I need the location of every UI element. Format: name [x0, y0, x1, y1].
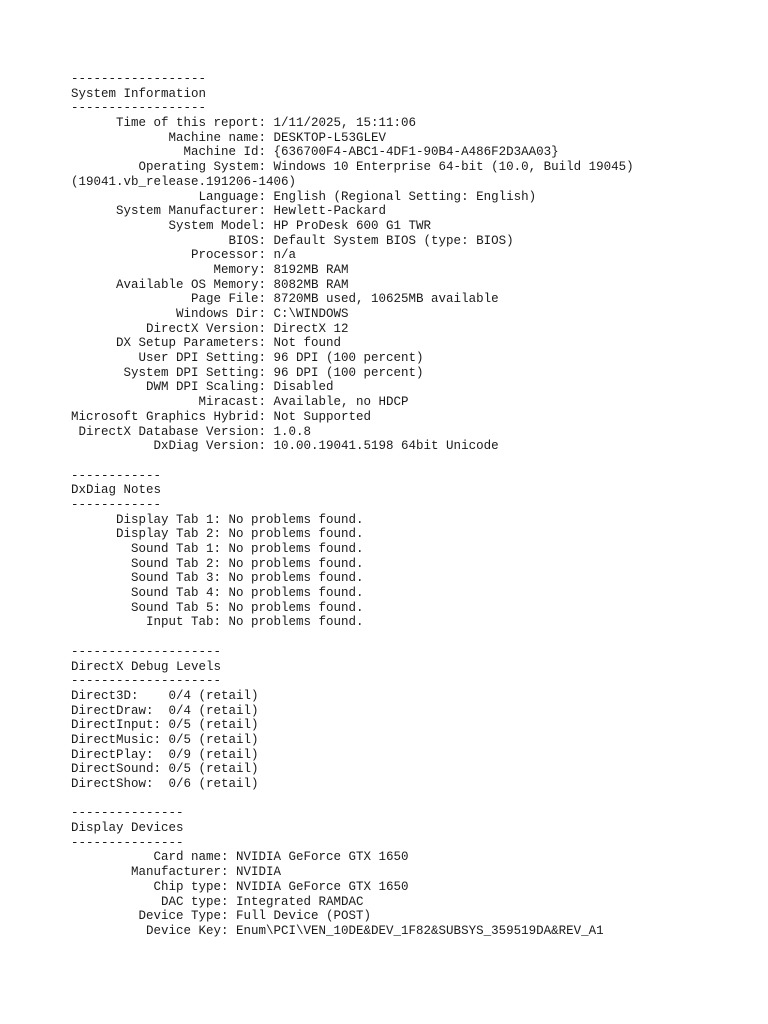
report-line: DirectDraw: 0/4 (retail) [71, 703, 259, 718]
report-line: Sound Tab 4: No problems found. [71, 586, 364, 601]
report-line: Machine name: DESKTOP-L53GLEV [71, 130, 387, 145]
report-line: Direct3D: 0/4 (retail) [71, 688, 259, 703]
report-line: System DPI Setting: 96 DPI (100 percent) [71, 365, 424, 380]
report-line: Input Tab: No problems found. [71, 615, 364, 630]
report-line: Processor: n/a [71, 248, 297, 263]
report-line: DirectX Version: DirectX 12 [71, 321, 349, 336]
report-line: Time of this report: 1/11/2025, 15:11:06 [71, 116, 417, 131]
section-heading: Display Devices [71, 821, 184, 836]
report-line: DirectInput: 0/5 (retail) [71, 718, 259, 733]
report-line: DirectShow: 0/6 (retail) [71, 777, 259, 791]
report-line: Sound Tab 1: No problems found. [71, 542, 364, 556]
report-line: Display Tab 1: No problems found. [71, 512, 364, 527]
report-line: Page File: 8720MB used, 10625MB available [71, 292, 499, 307]
section-heading: DxDiag Notes [71, 483, 162, 498]
report-line: DirectX Database Version: 1.0.8 [71, 424, 312, 439]
report-line: DX Setup Parameters: Not found [71, 336, 342, 351]
report-line: Language: English (Regional Setting: English) [71, 189, 537, 204]
section-rule: -------------------- [71, 674, 222, 689]
report-line: Windows Dir: C:\WINDOWS [71, 307, 349, 321]
report-line: Manufacturer: NVIDIA [71, 865, 282, 880]
report-line: System Manufacturer: Hewlett-Packard [71, 204, 387, 219]
report-line: Chip type: NVIDIA GeForce GTX 1650 [71, 879, 409, 894]
section-heading: DirectX Debug Levels [71, 659, 222, 674]
report-line: Microsoft Graphics Hybrid: Not Supported [71, 409, 372, 424]
report-line: Available OS Memory: 8082MB RAM [71, 277, 349, 292]
report-line: DirectPlay: 0/9 (retail) [71, 747, 259, 762]
section-rule: ------------ [71, 468, 162, 483]
report-line: Sound Tab 3: No problems found. [71, 571, 364, 586]
report-line: Memory: 8192MB RAM [71, 262, 349, 277]
section-heading: System Information [71, 86, 207, 101]
report-line: DirectMusic: 0/5 (retail) [71, 732, 259, 747]
report-line: DirectSound: 0/5 (retail) [71, 762, 259, 777]
section-rule: ------------------ [71, 101, 207, 116]
report-line: BIOS: Default System BIOS (type: BIOS) [71, 233, 514, 248]
section-rule: ------------ [71, 497, 162, 512]
report-line: Operating System: Windows 10 Enterprise 64-bit (10.0, Build 19045) [71, 160, 634, 175]
section-rule: --------------- [71, 835, 184, 850]
report-line: Device Key: Enum\PCI\VEN_10DE&DEV_1F82&SUBSYS_359519DA&REV_A1 [71, 923, 604, 938]
report-line: Display Tab 2: No problems found. [71, 527, 364, 542]
blank-line [71, 454, 634, 469]
report-line: Miracast: Available, no HDCP [71, 395, 409, 410]
report-line: User DPI Setting: 96 DPI (100 percent) [71, 351, 424, 366]
blank-line [71, 792, 634, 807]
report-line: DxDiag Version: 10.00.19041.5198 64bit Unicode [71, 439, 499, 454]
report-line: Sound Tab 5: No problems found. [71, 600, 364, 615]
report-line: System Model: HP ProDesk 600 G1 TWR [71, 218, 432, 233]
report-line: (19041.vb_release.191206-1406) [71, 174, 297, 189]
report-line: Machine Id: {636700F4-ABC1-4DF1-90B4-A486F2D3AA03} [71, 145, 559, 160]
report-line: DWM DPI Scaling: Disabled [71, 380, 334, 395]
blank-line [71, 630, 634, 645]
report-line: Sound Tab 2: No problems found. [71, 556, 364, 571]
section-rule: --------------- [71, 806, 184, 821]
report-line: DAC type: Integrated RAMDAC [71, 894, 364, 909]
report-line: Card name: NVIDIA GeForce GTX 1650 [71, 850, 409, 865]
section-rule: -------------------- [71, 644, 222, 659]
report-line: Device Type: Full Device (POST) [71, 909, 372, 924]
dxdiag-report [71, 72, 634, 939]
section-rule: ------------------ [71, 72, 207, 86]
